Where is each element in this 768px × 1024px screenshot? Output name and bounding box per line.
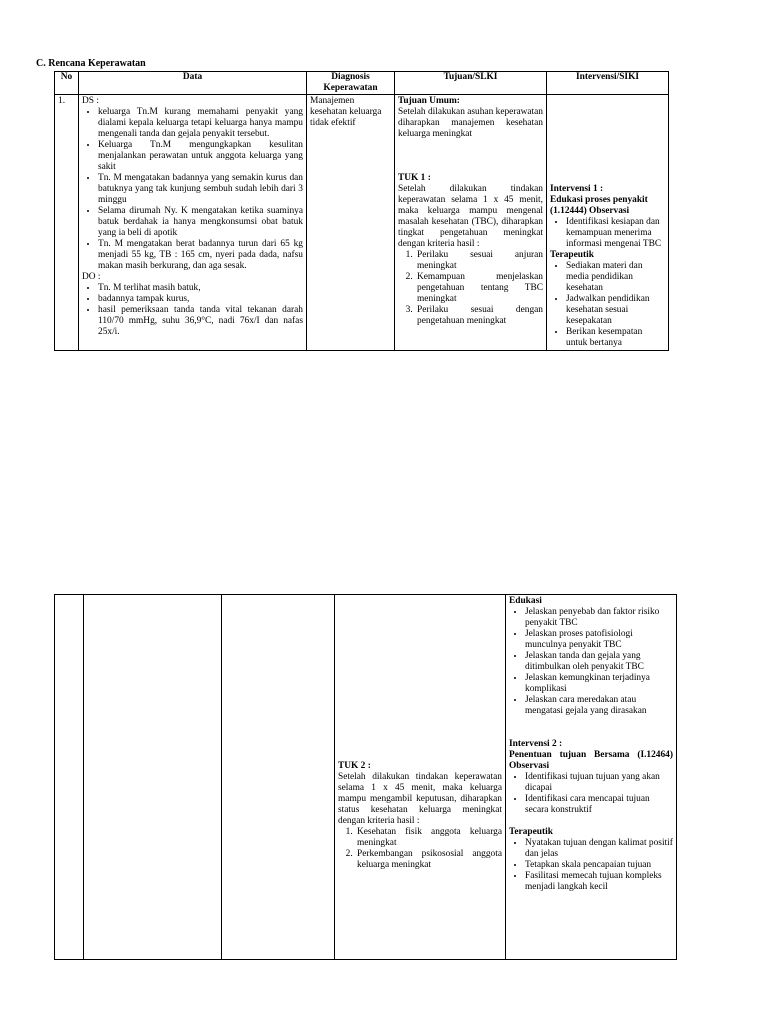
header-data: Data (79, 72, 307, 95)
list-item: 2. Perkembangan psikososial anggota keluarga meningkat (355, 849, 502, 871)
list-item: • Tetapkan skala pencapaian tujuan (525, 860, 673, 871)
row-number (55, 595, 84, 960)
intervensi1-terapeutik-label: Terapeutik (550, 250, 594, 260)
intervensi1-title: Edukasi proses penyakit (1.12444) Observasi (550, 195, 648, 216)
ds-list (82, 107, 303, 272)
list-item: • Jelaskan penyebab dan faktor risiko penyakit TBC (525, 607, 673, 629)
list-item: • Jelaskan proses patofisiologi munculnya penyakit TBC (525, 629, 673, 651)
intervensi1-observasi-list (550, 217, 665, 250)
list-item: 1. Perilaku sesuai anjuran meningkat (415, 250, 543, 272)
data-cell (79, 95, 307, 351)
list-item: • Jelaskan kemungkinan terjadinya komplikasi (525, 673, 673, 695)
tuk2-criteria-list (338, 827, 502, 871)
list-item: • Identifikasi cara mencapai tujuan secara konstruktif (525, 794, 673, 816)
intervensi-cell (506, 595, 677, 960)
tuk1-criteria-list (398, 250, 543, 327)
tujuan-cell (335, 595, 506, 960)
list-item: • Jelaskan cara meredakan atau mengatasi gejala yang dirasakan (525, 695, 673, 717)
list-item: • Selama dirumah Ny. K mengatakan ketika suaminya batuk berdahak ia hanya mengkonsumsi obat batuk yang ia beli di apotik (98, 206, 303, 239)
list-item: • Berikan kesempatan untuk bertanya (566, 327, 665, 349)
list-item: • hasil pemeriksaan tanda tanda vital tekanan darah 110/70 mmHg, suhu 36,9°C, nadi 76x/I dan nafas 25x/i. (98, 305, 303, 338)
intervensi-cell (547, 95, 669, 351)
list-item: • Identifikasi kesiapan dan kemampuan menerima informasi mengenai TBC (566, 217, 665, 250)
list-item: • Sediakan materi dan media pendidikan kesehatan (566, 261, 665, 294)
care-plan-table-page1 (54, 71, 669, 351)
list-item: • Jelaskan tanda dan gejala yang ditimbulkan oleh penyakit TBC (525, 651, 673, 673)
tuk1-text: Setelah dilakukan tindakan keperawatan selama 1 x 45 menit, maka keluarga mampu mengenal masalah kesehatan (TBC), diharapkan tingkat pengetahuan meningkat dengan kriteria hasil : (398, 184, 543, 249)
header-intervensi: Intervensi/SIKI (547, 72, 669, 95)
tujuan-umum-text: Setelah dilakukan asuhan keperawatan diharapkan manajemen kesehatan keluarga meningkat (398, 107, 543, 139)
section-title: C. Rencana Keperawatan (36, 58, 146, 69)
header-tujuan: Tujuan/SLKI (395, 72, 547, 95)
list-item: • Tn. M mengatakan badannya yang semakin kurus dan batuknya yang tak kunjung sembuh sudah lebih dari 3 minggu (98, 173, 303, 206)
do-list (82, 283, 303, 338)
intervensi2-observasi-list (509, 772, 673, 816)
list-item: • Keluarga Tn.M mengungkapkan kesulitan menjalankan perawatan untuk anggota keluarga yang sakit (98, 140, 303, 173)
do-label: DO : (82, 272, 101, 282)
tujuan-cell (395, 95, 547, 351)
row-number: 1. (55, 95, 79, 351)
table-header-row (55, 72, 669, 95)
list-item: • Jadwalkan pendidikan kesehatan sesuai kesepakatan (566, 294, 665, 327)
care-plan-table-page2 (54, 594, 677, 960)
list-item: • Tn. M terlihat masih batuk, (98, 283, 303, 294)
list-item: • Fasilitasi memecah tujuan kompleks menjadi langkah kecil (525, 871, 673, 893)
list-item: • badannya tampak kurus, (98, 294, 303, 305)
data-cell (84, 595, 222, 960)
edukasi-list (509, 607, 673, 717)
list-item: 1. Kesehatan fisik anggota keluarga meningkat (355, 827, 502, 849)
intervensi2-label: Intervensi 2 : (509, 739, 563, 749)
tuk2-text: Setelah dilakukan tindakan keperawatan selama 1 x 45 menit, maka keluarga mampu mengambil keputusan, diharapkan status kesehatan keluarga meningkat dengan kriteria hasil : (338, 772, 502, 826)
diagnosis-cell (222, 595, 335, 960)
intervensi1-label: Intervensi 1 : (550, 184, 604, 194)
list-item: 2. Kemampuan menjelaskan pengetahuan tentang TBC meningkat (415, 272, 543, 305)
diagnosis-cell: Manajemen kesehatan keluarga tidak efektif (307, 95, 395, 351)
tujuan-umum-label: Tujuan Umum: (398, 96, 460, 106)
tuk2-label: TUK 2 : (338, 761, 371, 771)
intervensi2-terapeutik-list (509, 838, 673, 893)
list-item: 3. Perilaku sesuai dengan pengetahuan meningkat (415, 305, 543, 327)
header-no: No (55, 72, 79, 95)
intervensi2-terapeutik-label: Terapeutik (509, 827, 553, 837)
list-item: • Nyatakan tujuan dengan kalimat positif dan jelas (525, 838, 673, 860)
header-diagnosis: Diagnosis Keperawatan (307, 72, 395, 95)
table-row (55, 595, 677, 960)
table-row (55, 95, 669, 351)
intervensi2-title: Penentuan tujuan Bersama (I.12464) (509, 750, 673, 760)
ds-label: DS : (82, 96, 99, 106)
intervensi1-terapeutik-list (550, 261, 665, 349)
tuk1-label: TUK 1 : (398, 173, 431, 183)
edukasi-label: Edukasi (509, 596, 542, 606)
list-item: • Tn. M mengatakan berat badannya turun dari 65 kg menjadi 55 kg, TB : 165 cm, nyeri pada dada, nafsu makan masih berkurang, dan aga sesak. (98, 239, 303, 272)
list-item: • Identifikasi tujuan tujuan yang akan dicapai (525, 772, 673, 794)
list-item: • keluarga Tn.M kurang memahami penyakit yang dialami kepala keluarga tetapi keluarga hanya mampu mengenali tanda dan gejala penyakit tersebut. (98, 107, 303, 140)
intervensi2-observasi-label: Observasi (509, 761, 550, 771)
